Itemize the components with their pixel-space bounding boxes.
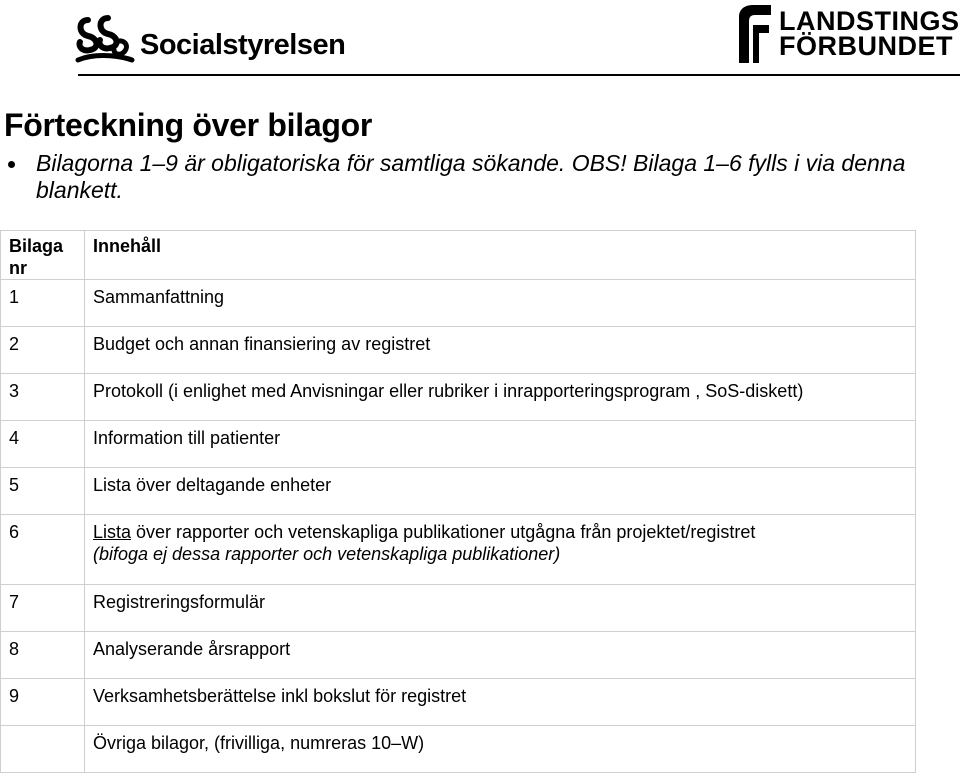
bullet-icon [8,161,15,168]
row-content-note: (bifoga ej dessa rapporter och vetenskapliga publikationer) [93,544,561,564]
page-title: Förteckning över bilagor [4,107,372,143]
header-content: Innehåll [85,231,916,280]
table-header-row [1,231,916,280]
table-row [1,632,916,679]
table-row [1,726,916,773]
row-nr: 1 [1,280,85,327]
socialstyrelsen-logo [74,12,345,68]
row-nr: 5 [1,468,85,515]
row-content: Registreringsformulär [85,585,916,632]
row-content: Protokoll (i enlighet med Anvisningar eller rubriker i inrapporteringsprogram , SoS-diskett) [85,374,916,421]
table-row [1,374,916,421]
row-nr: 8 [1,632,85,679]
row-content: Övriga bilagor, (frivilliga, numreras 10–W) [85,726,916,773]
row-nr: 2 [1,327,85,374]
row-nr: 6 [1,515,85,585]
row-content-text: över rapporter och vetenskapliga publikationer utgågna från projektet/registret [131,522,756,542]
row-content: Budget och annan finansiering av registret [85,327,916,374]
row-nr: 3 [1,374,85,421]
table-row [1,421,916,468]
row-nr [1,726,85,773]
table-row [1,515,916,585]
table-row [1,679,916,726]
row-content: Sammanfattning [85,280,916,327]
socialstyrelsen-emblem-icon [74,12,136,68]
landstingsforbundet-emblem-icon [733,3,775,65]
instruction-note [36,150,956,204]
attachments-table [0,230,916,773]
row-nr: 4 [1,421,85,468]
table-row [1,468,916,515]
row-nr: 9 [1,679,85,726]
instruction-text: Bilagorna 1–9 är obligatoriska för samtliga sökande. OBS! Bilaga 1–6 fylls i via denna blankett. [36,150,906,203]
row-content: Information till patienter [85,421,916,468]
row-content [85,515,916,585]
landstingsforbundet-logo-text: LANDSTINGS FÖRBUNDET [779,6,960,61]
table-row [1,280,916,327]
socialstyrelsen-logo-text: Socialstyrelsen [140,28,346,61]
row-content-link: Lista [93,522,132,542]
row-content: Verksamhetsberättelse inkl bokslut för registret [85,679,916,726]
table-row [1,327,916,374]
header-nr: Bilaga nr [1,231,85,280]
landstingsforbundet-logo [733,2,960,66]
header-divider [78,74,960,76]
row-nr: 7 [1,585,85,632]
table-row [1,585,916,632]
row-content: Analyserande årsrapport [85,632,916,679]
row-content: Lista över deltagande enheter [85,468,916,515]
